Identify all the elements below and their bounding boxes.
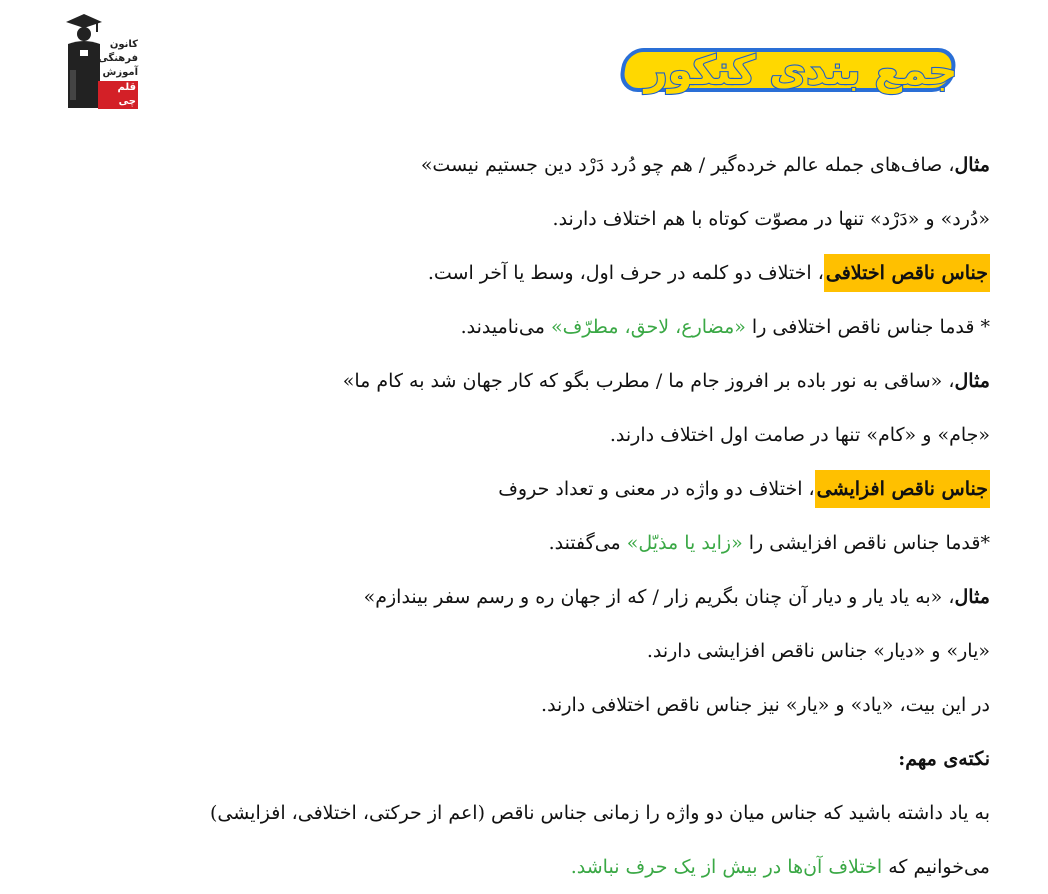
term-highlight: جناس ناقص اختلافی: [824, 254, 990, 292]
paragraph-line: مثال، صاف‌های جمله عالم خرده‌گیر / هم چو دُرد دَرْد دین جستیم نیست»: [420, 154, 990, 176]
definition-line: جناس ناقص اختلافی، اختلاف دو کلمه در حرف اول، وسط یا آخر است.: [50, 246, 990, 300]
paragraph-line: «یار» و «دیار» جناس ناقص افزایشی دارند.: [646, 640, 990, 662]
org-name: کانون فرهنگی آموزش قلم چی: [98, 39, 138, 107]
note-line: * قدما جناس ناقص اختلافی را «مضارع، لاحق، مطرّف» می‌نامیدند.: [460, 316, 990, 338]
definition-line: جناس ناقص افزایشی، اختلاف دو واژه در معنی و تعداد حروف: [50, 462, 990, 516]
note-line: *قدما جناس ناقص افزایشی را «زاید یا مذیّل» می‌گفتند.: [548, 532, 990, 554]
green-term: اختلاف آن‌ها در بیش از یک حرف نباشد.: [570, 856, 883, 878]
document-body: [50, 138, 990, 894]
paragraph-line: مثال، «ساقی به نور باده بر افروز جام ما / مطرب بگو که کار جهان شد به کام ما»: [342, 370, 990, 392]
paragraph-line: به یاد داشته باشید که جناس میان دو واژه را زمانی جناس ناقص (اعم از حرکتی، اختلافی، افزایشی): [209, 802, 990, 824]
paragraph-line: مثال، «به یاد یار و دیار آن چنان بگریم زار / که از جهان ره و رسم سفر بیندازم»: [363, 586, 990, 608]
term-highlight: جناس ناقص افزایشی: [815, 470, 990, 508]
paragraph-line: «جام» و «کام» تنها در صامت اول اختلاف دارند.: [609, 424, 990, 446]
green-term: «زاید یا مذیّل»: [626, 532, 743, 554]
paragraph-line: می‌خوانیم که اختلاف آن‌ها در بیش از یک حرف نباشد.: [570, 856, 990, 878]
kanoon-logo: [62, 10, 140, 110]
brand-title: جمع بندی کنکور: [644, 48, 958, 94]
paragraph-line: در این بیت، «یاد» و «یار» نیز جناس ناقص اختلافی دارند.: [541, 694, 990, 716]
brand-logo: [616, 20, 976, 106]
paragraph-line: «دُرد» و «دَرْد» تنها در مصوّت کوتاه با هم اختلاف دارند.: [552, 208, 990, 230]
important-note-heading: نکته‌ی مهم:: [898, 748, 990, 770]
page-header: [0, 0, 1048, 120]
green-term: «مضارع، لاحق، مطرّف»: [550, 316, 746, 338]
graduate-figure-icon: [62, 10, 102, 110]
